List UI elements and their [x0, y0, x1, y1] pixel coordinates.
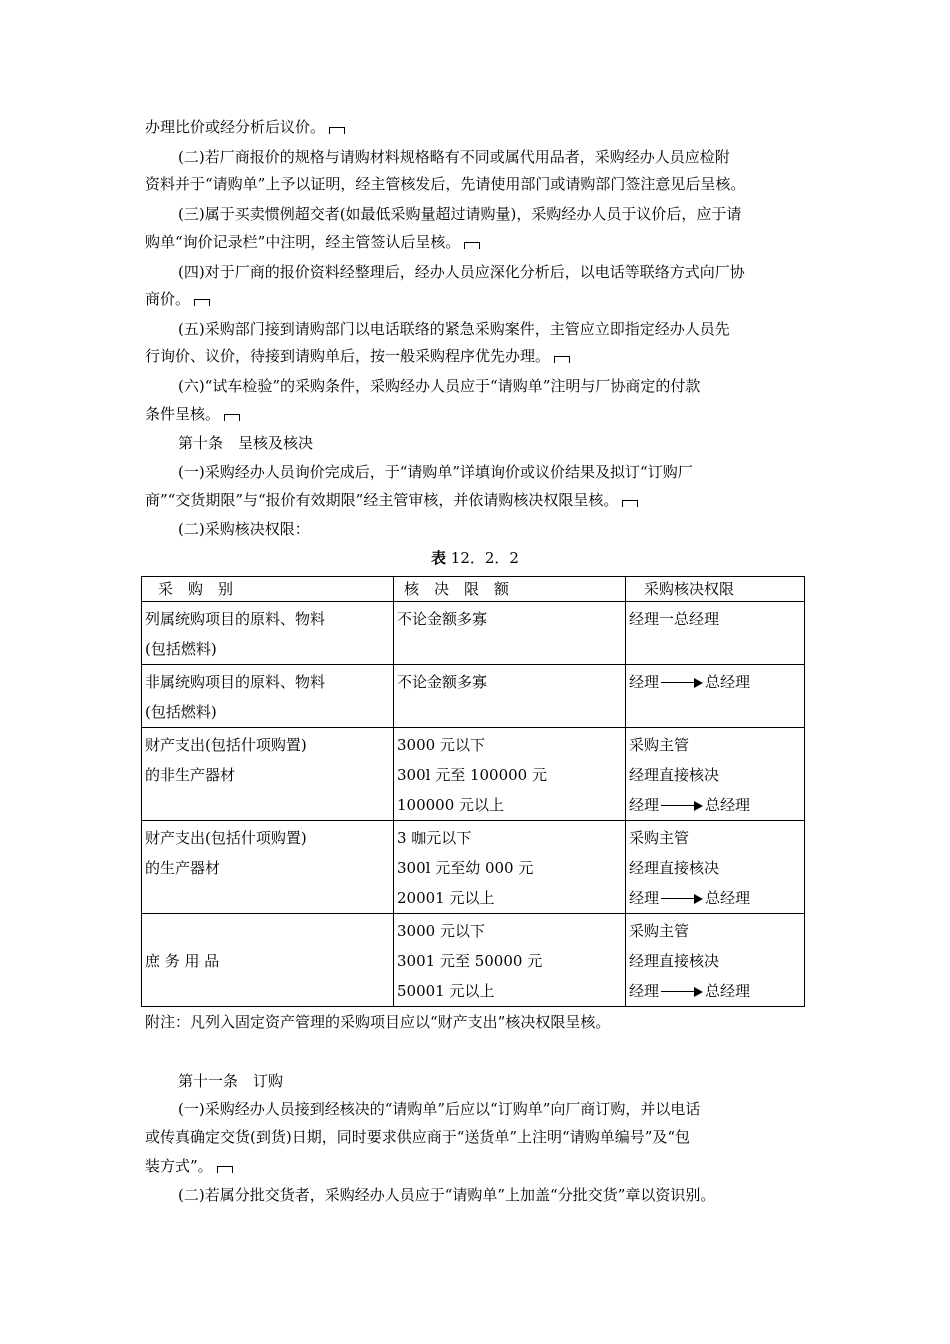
paragraph-line: 办理比价或经分析后议价。: [145, 117, 345, 137]
cell-text: 非属统购项目的原料、物料: [145, 673, 326, 691]
cell-text: 的生产器材: [145, 859, 221, 877]
column-header: 核 决 限 额: [394, 577, 626, 602]
paragraph-line: 购单“询价记录栏”中注明，经主管签认后呈核。: [145, 232, 480, 252]
arrow-right-icon: [661, 987, 703, 997]
cell-text: 3001 元至 50000 元: [397, 952, 543, 970]
table-note: 附注：凡列入固定资产管理的采购项目应以“财产支出”核决权限呈核。: [145, 1013, 611, 1031]
paragraph-line: (二)若厂商报价的规格与请购材料规格略有不同或属代用品者，采购经办人员应检附: [178, 148, 730, 166]
table-cell: [142, 728, 394, 821]
table-row: [142, 602, 805, 665]
table-row: [142, 821, 805, 914]
paragraph-mark-icon: [217, 1166, 233, 1173]
arrow-right-icon: [661, 678, 703, 688]
paragraph-line: (一)采购经办人员询价完成后，于“请购单”详填询价或议价结果及拟订“订购厂: [178, 463, 693, 481]
section-heading: 第十条 呈核及核决: [178, 434, 314, 452]
table-cell: [142, 665, 394, 728]
cell-text: 的非生产器材: [145, 766, 236, 784]
cell-text: 100000 元以上: [397, 796, 505, 814]
cell-text: 300l 元至 100000 元: [397, 766, 547, 784]
cell-text: 经理 总经理: [629, 673, 751, 691]
table-cell: [626, 728, 805, 821]
table-cell: [626, 665, 805, 728]
paragraph-line: (二)若属分批交货者，采购经办人员应于“请购单”上加盖“分批交货”章以资识别。: [178, 1186, 716, 1204]
section-heading: 第十一条 订购: [178, 1072, 284, 1090]
cell-text: 经理直接核决: [629, 952, 720, 970]
paragraph-line: 行询价、议价，待接到请购单后，按一般采购程序优先办理。: [145, 346, 570, 366]
column-header: 采 购 别: [142, 577, 394, 602]
cell-text: 列属统购项目的原料、物料: [145, 610, 326, 628]
cell-text: 庶 务 用 品: [145, 952, 220, 970]
cell-text: 采购主管: [629, 922, 690, 940]
cell-text: 财产支出(包括什项购置): [145, 829, 307, 847]
cell-text: 不论金额多寡: [397, 673, 488, 691]
paragraph-mark-icon: [464, 242, 480, 249]
table-cell: [626, 914, 805, 1007]
cell-text: 采购主管: [629, 829, 690, 847]
cell-text: 采购主管: [629, 736, 690, 754]
table-cell: [626, 821, 805, 914]
table-row: [142, 665, 805, 728]
paragraph-mark-icon: [554, 356, 570, 363]
cell-text: 300l 元至幼 000 元: [397, 859, 534, 877]
arrow-right-icon: [661, 894, 703, 904]
table-cell: [142, 821, 394, 914]
paragraph-mark-icon: [194, 299, 210, 306]
table-cell: [394, 914, 626, 1007]
table-cell: [394, 821, 626, 914]
cell-text: 不论金额多寡: [397, 610, 488, 628]
paragraph-line: (一)采购经办人员接到经核决的“请购单”后应以“订购单”向厂商订购，并以电话: [178, 1100, 701, 1118]
paragraph-line: 商价。: [145, 289, 210, 309]
table-caption: 表 12．2．2: [431, 549, 519, 567]
cell-text: 3 咖元以下: [397, 829, 472, 847]
paragraph-line: (二)采购核决权限：: [178, 520, 310, 538]
cell-text: 50001 元以上: [397, 982, 495, 1000]
paragraph-mark-icon: [329, 127, 345, 134]
cell-text: 经理 总经理: [629, 982, 751, 1000]
cell-text: (包括燃料): [145, 640, 217, 658]
table-cell: [394, 665, 626, 728]
paragraph-line: (四)对于厂商的报价资料经整理后，经办人员应深化分析后，以电话等联络方式向厂协: [178, 263, 745, 281]
cell-text: 3000 元以下: [397, 736, 485, 754]
cell-text: 经理 总经理: [629, 796, 751, 814]
table-row: [142, 914, 805, 1007]
paragraph-line: 装方式”。: [145, 1156, 233, 1176]
table-cell: [142, 914, 394, 1007]
arrow-right-icon: [661, 801, 703, 811]
cell-text: 财产支出(包括什项购置): [145, 736, 307, 754]
table-cell: [394, 728, 626, 821]
paragraph-mark-icon: [224, 414, 240, 421]
table-cell: [394, 602, 626, 665]
paragraph-line: 或传真确定交货(到货)日期，同时要求供应商于“送货单”上注明“请购单编号”及“包: [145, 1128, 691, 1146]
paragraph-line: 资料并于“请购单”上予以证明，经主管核发后，先请使用部门或请购部门签注意见后呈核。: [145, 175, 746, 193]
table-cell: [626, 602, 805, 665]
column-header: 采购核决权限: [626, 577, 805, 602]
paragraph-line: (五)采购部门接到请购部门以电话联络的紧急采购案件，主管应立即指定经办人员先: [178, 320, 730, 338]
approval-authority-table: [141, 576, 805, 1007]
paragraph-mark-icon: [622, 500, 638, 507]
table-cell: [142, 602, 394, 665]
cell-text: (包括燃料): [145, 703, 217, 721]
paragraph-line: 商”“交货期限”与“报价有效期限”经主管审核，并依请购核决权限呈核。: [145, 490, 638, 510]
paragraph-line: 条件呈核。: [145, 404, 240, 424]
cell-text: 20001 元以上: [397, 889, 495, 907]
cell-text: 经理直接核决: [629, 859, 720, 877]
cell-text: 经理一总经理: [629, 610, 720, 628]
paragraph-line: (六)“试车检验”的采购条件，采购经办人员应于“请购单”注明与厂协商定的付款: [178, 377, 701, 395]
table-row: [142, 728, 805, 821]
cell-text: 经理直接核决: [629, 766, 720, 784]
cell-text: 经理 总经理: [629, 889, 751, 907]
paragraph-line: (三)属于买卖惯例超交者(如最低采购量超过请购量)，采购经办人员于议价后，应于请: [178, 205, 742, 223]
cell-text: 3000 元以下: [397, 922, 485, 940]
table-header-row: [142, 577, 805, 602]
